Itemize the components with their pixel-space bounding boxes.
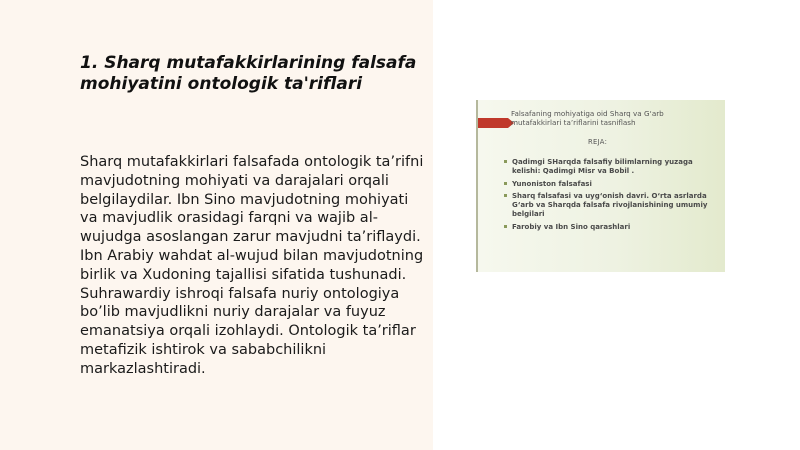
thumbnail-list-item: Sharq falsafasi va uyg‘onish davri. O‘rta asrlarda G‘arb va Sharqda falsafa rivojlanishining umumiy belgilari xyxy=(506,192,716,218)
slide-body-text: Sharq mutafakkirlari falsafada ontologik ta’rifni mavjudotning mohiyati va darajalari orqali belgilaydilar. Ibn Sino mavjudotning mohiyati va mavjudlik orasidagi farqni va wajib al-wujudga asoslangan zarur mavjudni ta’riflaydi. Ibn Arabiy wahdat al-wujud bilan mavjudotning birlik va Xudoning tajallisi sifatida tushunadi. Suhrawardiy ishroqi falsafa nuriy ontologiya bo’lib mavjudlikni nuriy darajalar va fuyuz emanatsiya orqali izohlaydi. Ontologik ta’riflar metafizik ishtirok va sababchilikni markazlashtiradi. xyxy=(80,154,424,377)
thumbnail-subheading: REJA: xyxy=(588,138,608,146)
thumbnail-list-item: Farobiy va Ibn Sino qarashlari xyxy=(506,223,716,232)
thumbnail-list-item: Qadimgi SHarqda falsafiy bilimlarning yuzaga kelishi: Qadimgi Misr va Bobil . xyxy=(506,158,716,176)
thumbnail-heading: Falsafaning mohiyatiga oid Sharq va G‘arb mutafakkirlari ta’riflarini tasniflash xyxy=(511,109,664,127)
thumbnail-accent-arrow xyxy=(478,118,508,128)
thumbnail-list-item: Yunoniston falsafasi xyxy=(506,180,716,189)
slide-thumbnail-image xyxy=(476,100,725,272)
slide-title: 1. Sharq mutafakkirlarining falsafa mohiyatini ontologik ta'riflari xyxy=(80,53,417,94)
thumbnail-list xyxy=(506,158,716,236)
